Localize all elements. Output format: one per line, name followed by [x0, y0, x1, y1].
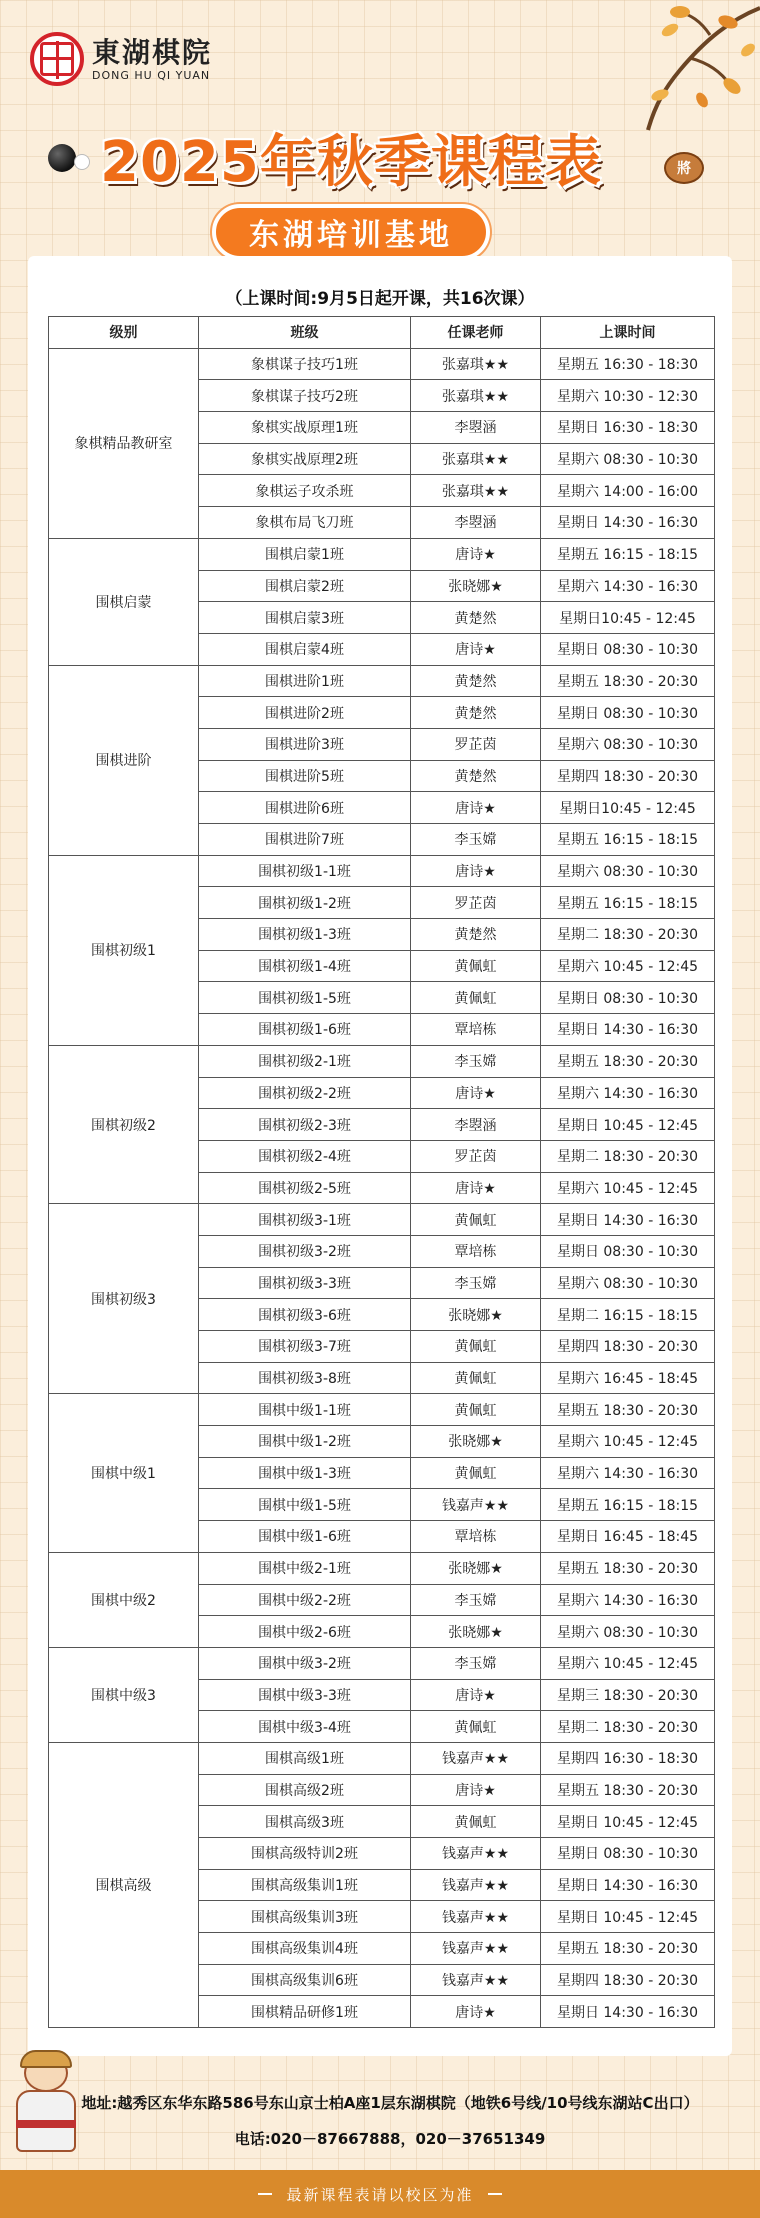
time-cell: 星期五 18:30 - 20:30: [541, 1045, 715, 1077]
class-cell: 围棋高级集训1班: [199, 1869, 411, 1901]
page-title: 2025年秋季课程表: [100, 130, 602, 195]
time-cell: 星期二 18:30 - 20:30: [541, 1140, 715, 1172]
teacher-cell: 罗芷茵: [411, 887, 541, 919]
teacher-cell: 钱嘉声★★: [411, 1901, 541, 1933]
time-cell: 星期六 14:00 - 16:00: [541, 475, 715, 507]
logo-seal-icon: [30, 32, 84, 86]
time-cell: 星期日 14:30 - 16:30: [541, 1014, 715, 1046]
class-cell: 围棋初级2-1班: [199, 1045, 411, 1077]
subtitle-badge: 东湖培训基地: [212, 204, 490, 260]
teacher-cell: 李玉嫦: [411, 1647, 541, 1679]
level-cell: 围棋中级1: [49, 1394, 199, 1552]
teacher-cell: 李曌涵: [411, 1109, 541, 1141]
header-time: 上课时间: [541, 317, 715, 349]
time-cell: 星期日 08:30 - 10:30: [541, 982, 715, 1014]
class-cell: 围棋高级集训4班: [199, 1933, 411, 1965]
teacher-cell: 黄佩虹: [411, 950, 541, 982]
class-cell: 象棋实战原理2班: [199, 443, 411, 475]
dash-left: [258, 2193, 272, 2195]
teacher-cell: 李曌涵: [411, 507, 541, 539]
class-cell: 围棋初级2-5班: [199, 1172, 411, 1204]
class-cell: 象棋实战原理1班: [199, 412, 411, 444]
teacher-cell: 覃培栋: [411, 1014, 541, 1046]
table-row: [49, 538, 715, 570]
class-cell: 围棋进阶3班: [199, 728, 411, 760]
time-cell: 星期二 18:30 - 20:30: [541, 919, 715, 951]
teacher-cell: 张晓娜★: [411, 1616, 541, 1648]
class-cell: 围棋初级1-6班: [199, 1014, 411, 1046]
teacher-cell: 唐诗★: [411, 792, 541, 824]
teacher-cell: 黄佩虹: [411, 1204, 541, 1236]
time-cell: 星期日 16:45 - 18:45: [541, 1521, 715, 1553]
time-cell: 星期日 14:30 - 16:30: [541, 507, 715, 539]
time-cell: 星期三 18:30 - 20:30: [541, 1679, 715, 1711]
class-cell: 围棋中级2-6班: [199, 1616, 411, 1648]
time-cell: 星期六 14:30 - 16:30: [541, 1457, 715, 1489]
header-level: 级别: [49, 317, 199, 349]
class-cell: 围棋高级1班: [199, 1742, 411, 1774]
class-cell: 围棋中级3-2班: [199, 1647, 411, 1679]
teacher-cell: 黄佩虹: [411, 1362, 541, 1394]
class-cell: 围棋初级3-2班: [199, 1235, 411, 1267]
table-row: [49, 665, 715, 697]
header-class: 班级: [199, 317, 411, 349]
teacher-cell: 黄楚然: [411, 665, 541, 697]
class-cell: 围棋初级1-2班: [199, 887, 411, 919]
teacher-cell: 张晓娜★: [411, 1299, 541, 1331]
schedule-card: [28, 256, 732, 2056]
class-cell: 围棋中级1-2班: [199, 1426, 411, 1458]
teacher-cell: 罗芷茵: [411, 728, 541, 760]
time-cell: 星期六 14:30 - 16:30: [541, 1584, 715, 1616]
class-cell: 围棋启蒙2班: [199, 570, 411, 602]
table-row: [49, 348, 715, 380]
class-cell: 围棋高级集训3班: [199, 1901, 411, 1933]
teacher-cell: 唐诗★: [411, 1774, 541, 1806]
level-cell: 围棋中级2: [49, 1552, 199, 1647]
class-cell: 围棋中级1-6班: [199, 1521, 411, 1553]
class-cell: 围棋进阶5班: [199, 760, 411, 792]
class-cell: 围棋启蒙3班: [199, 602, 411, 634]
class-cell: 围棋高级2班: [199, 1774, 411, 1806]
class-cell: 围棋初级2-4班: [199, 1140, 411, 1172]
teacher-cell: 李玉嫦: [411, 824, 541, 856]
class-cell: 围棋初级1-4班: [199, 950, 411, 982]
teacher-cell: 黄楚然: [411, 602, 541, 634]
teacher-cell: 唐诗★: [411, 855, 541, 887]
level-cell: 围棋进阶: [49, 665, 199, 855]
time-cell: 星期六 16:45 - 18:45: [541, 1362, 715, 1394]
time-cell: 星期日 10:45 - 12:45: [541, 1901, 715, 1933]
logo-name-cn: 東湖棋院: [92, 35, 213, 69]
teacher-cell: 钱嘉声★★: [411, 1742, 541, 1774]
time-cell: 星期日 14:30 - 16:30: [541, 1996, 715, 2028]
class-cell: 象棋谋子技巧1班: [199, 348, 411, 380]
time-cell: 星期六 08:30 - 10:30: [541, 1267, 715, 1299]
teacher-cell: 张嘉琪★★: [411, 380, 541, 412]
teacher-cell: 张嘉琪★★: [411, 475, 541, 507]
time-cell: 星期日10:45 - 12:45: [541, 792, 715, 824]
time-cell: 星期五 18:30 - 20:30: [541, 1394, 715, 1426]
teacher-cell: 钱嘉声★★: [411, 1869, 541, 1901]
time-cell: 星期六 08:30 - 10:30: [541, 855, 715, 887]
class-cell: 围棋进阶6班: [199, 792, 411, 824]
schedule-body: [49, 348, 715, 2027]
teacher-cell: 唐诗★: [411, 1679, 541, 1711]
teacher-cell: 黄佩虹: [411, 1331, 541, 1363]
teacher-cell: 唐诗★: [411, 633, 541, 665]
header-teacher: 任课老师: [411, 317, 541, 349]
time-cell: 星期日 08:30 - 10:30: [541, 633, 715, 665]
go-stones-icon: [44, 138, 100, 178]
class-cell: 围棋初级1-1班: [199, 855, 411, 887]
table-row: [49, 1045, 715, 1077]
class-cell: 象棋布局飞刀班: [199, 507, 411, 539]
time-cell: 星期日 10:45 - 12:45: [541, 1109, 715, 1141]
class-cell: 围棋中级1-5班: [199, 1489, 411, 1521]
teacher-cell: 李玉嫦: [411, 1267, 541, 1299]
teacher-cell: 张嘉琪★★: [411, 348, 541, 380]
header: [0, 0, 760, 253]
time-cell: 星期五 16:15 - 18:15: [541, 1489, 715, 1521]
time-cell: 星期五 18:30 - 20:30: [541, 665, 715, 697]
teacher-cell: 钱嘉声★★: [411, 1838, 541, 1870]
teacher-cell: 张晓娜★: [411, 1426, 541, 1458]
teacher-cell: 唐诗★: [411, 1996, 541, 2028]
time-cell: 星期五 16:15 - 18:15: [541, 887, 715, 919]
table-row: [49, 1204, 715, 1236]
time-cell: 星期五 18:30 - 20:30: [541, 1933, 715, 1965]
bottom-note: 最新课程表请以校区为准: [286, 2185, 474, 2204]
table-row: [49, 1394, 715, 1426]
class-cell: 围棋进阶7班: [199, 824, 411, 856]
class-cell: 围棋高级3班: [199, 1806, 411, 1838]
class-cell: 围棋初级1-3班: [199, 919, 411, 951]
time-cell: 星期日 10:45 - 12:45: [541, 1806, 715, 1838]
time-cell: 星期五 16:30 - 18:30: [541, 348, 715, 380]
class-cell: 围棋中级1-3班: [199, 1457, 411, 1489]
teacher-cell: 黄楚然: [411, 760, 541, 792]
class-cell: 围棋高级集训6班: [199, 1964, 411, 1996]
class-cell: 围棋初级3-1班: [199, 1204, 411, 1236]
teacher-cell: 张晓娜★: [411, 570, 541, 602]
table-row: [49, 1742, 715, 1774]
level-cell: 象棋精品教研室: [49, 348, 199, 538]
class-cell: 象棋谋子技巧2班: [199, 380, 411, 412]
class-cell: 围棋初级2-3班: [199, 1109, 411, 1141]
autumn-branch-icon: [610, 0, 760, 140]
class-cell: 围棋初级1-5班: [199, 982, 411, 1014]
time-cell: 星期日 16:30 - 18:30: [541, 412, 715, 444]
teacher-cell: 罗芷茵: [411, 1140, 541, 1172]
time-cell: 星期六 08:30 - 10:30: [541, 443, 715, 475]
level-cell: 围棋启蒙: [49, 538, 199, 665]
schedule-table: [48, 316, 715, 2028]
teacher-cell: 覃培栋: [411, 1235, 541, 1267]
logo-name-en: DONG HU QI YUAN: [92, 68, 211, 82]
time-cell: 星期六 10:45 - 12:45: [541, 1647, 715, 1679]
time-cell: 星期六 08:30 - 10:30: [541, 728, 715, 760]
time-cell: 星期四 18:30 - 20:30: [541, 1331, 715, 1363]
time-cell: 星期日 08:30 - 10:30: [541, 697, 715, 729]
class-cell: 围棋中级3-3班: [199, 1679, 411, 1711]
time-cell: 星期二 16:15 - 18:15: [541, 1299, 715, 1331]
time-cell: 星期四 18:30 - 20:30: [541, 760, 715, 792]
class-cell: 围棋启蒙4班: [199, 633, 411, 665]
teacher-cell: 唐诗★: [411, 1077, 541, 1109]
time-cell: 星期日 08:30 - 10:30: [541, 1838, 715, 1870]
teacher-cell: 张嘉琪★★: [411, 443, 541, 475]
time-cell: 星期五 18:30 - 20:30: [541, 1774, 715, 1806]
teacher-cell: 黄楚然: [411, 919, 541, 951]
level-cell: 围棋中级3: [49, 1647, 199, 1742]
level-cell: 围棋初级1: [49, 855, 199, 1045]
class-cell: 围棋初级3-7班: [199, 1331, 411, 1363]
time-cell: 星期日10:45 - 12:45: [541, 602, 715, 634]
table-header-row: [49, 317, 715, 349]
teacher-cell: 李曌涵: [411, 412, 541, 444]
time-cell: 星期六 08:30 - 10:30: [541, 1616, 715, 1648]
class-cell: 围棋中级2-2班: [199, 1584, 411, 1616]
time-cell: 星期日 08:30 - 10:30: [541, 1235, 715, 1267]
teacher-cell: 唐诗★: [411, 1172, 541, 1204]
time-cell: 星期六 10:45 - 12:45: [541, 950, 715, 982]
address-text: 地址:越秀区东华东路586号东山京士柏A座1层东湖棋院（地铁6号线/10号线东湖站C出口）: [81, 2094, 699, 2112]
teacher-cell: 覃培栋: [411, 1521, 541, 1553]
chess-piece-icon: 將: [664, 152, 704, 184]
time-cell: 星期六 14:30 - 16:30: [541, 570, 715, 602]
class-cell: 围棋中级2-1班: [199, 1552, 411, 1584]
class-cell: 象棋运子攻杀班: [199, 475, 411, 507]
teacher-cell: 黄佩虹: [411, 982, 541, 1014]
teacher-cell: 黄佩虹: [411, 1806, 541, 1838]
dash-right: [488, 2193, 502, 2195]
time-cell: 星期四 16:30 - 18:30: [541, 1742, 715, 1774]
time-cell: 星期五 16:15 - 18:15: [541, 538, 715, 570]
time-cell: 星期五 16:15 - 18:15: [541, 824, 715, 856]
table-row: [49, 855, 715, 887]
table-row: [49, 1647, 715, 1679]
class-cell: 围棋初级3-6班: [199, 1299, 411, 1331]
teacher-cell: 黄佩虹: [411, 1394, 541, 1426]
level-cell: 围棋初级3: [49, 1204, 199, 1394]
time-cell: 星期二 18:30 - 20:30: [541, 1711, 715, 1743]
time-cell: 星期日 14:30 - 16:30: [541, 1204, 715, 1236]
teacher-cell: 唐诗★: [411, 538, 541, 570]
class-cell: 围棋中级1-1班: [199, 1394, 411, 1426]
schedule-note: （上课时间:9月5日起开课，共16次课）: [225, 289, 535, 309]
time-cell: 星期四 18:30 - 20:30: [541, 1964, 715, 1996]
class-cell: 围棋初级2-2班: [199, 1077, 411, 1109]
table-row: [49, 1552, 715, 1584]
level-cell: 围棋初级2: [49, 1045, 199, 1203]
teacher-cell: 黄佩虹: [411, 1457, 541, 1489]
teacher-cell: 李玉嫦: [411, 1584, 541, 1616]
class-cell: 围棋初级3-8班: [199, 1362, 411, 1394]
teacher-cell: 钱嘉声★★: [411, 1933, 541, 1965]
class-cell: 围棋中级3-4班: [199, 1711, 411, 1743]
bottom-bar: [0, 2170, 760, 2218]
time-cell: 星期五 18:30 - 20:30: [541, 1552, 715, 1584]
time-cell: 星期六 10:45 - 12:45: [541, 1172, 715, 1204]
time-cell: 星期日 14:30 - 16:30: [541, 1869, 715, 1901]
teacher-cell: 黄佩虹: [411, 1711, 541, 1743]
teacher-cell: 李玉嫦: [411, 1045, 541, 1077]
class-cell: 围棋进阶2班: [199, 697, 411, 729]
teacher-cell: 张晓娜★: [411, 1552, 541, 1584]
class-cell: 围棋进阶1班: [199, 665, 411, 697]
class-cell: 围棋精品研修1班: [199, 1996, 411, 2028]
teacher-cell: 钱嘉声★★: [411, 1489, 541, 1521]
teacher-cell: 钱嘉声★★: [411, 1964, 541, 1996]
phone-text: 电话:020－87667888，020－37651349: [234, 2130, 546, 2148]
time-cell: 星期六 10:45 - 12:45: [541, 1426, 715, 1458]
logo: [30, 32, 212, 86]
level-cell: 围棋高级: [49, 1742, 199, 2027]
class-cell: 围棋初级3-3班: [199, 1267, 411, 1299]
time-cell: 星期六 10:30 - 12:30: [541, 380, 715, 412]
class-cell: 围棋启蒙1班: [199, 538, 411, 570]
class-cell: 围棋高级特训2班: [199, 1838, 411, 1870]
teacher-cell: 黄楚然: [411, 697, 541, 729]
time-cell: 星期六 14:30 - 16:30: [541, 1077, 715, 1109]
